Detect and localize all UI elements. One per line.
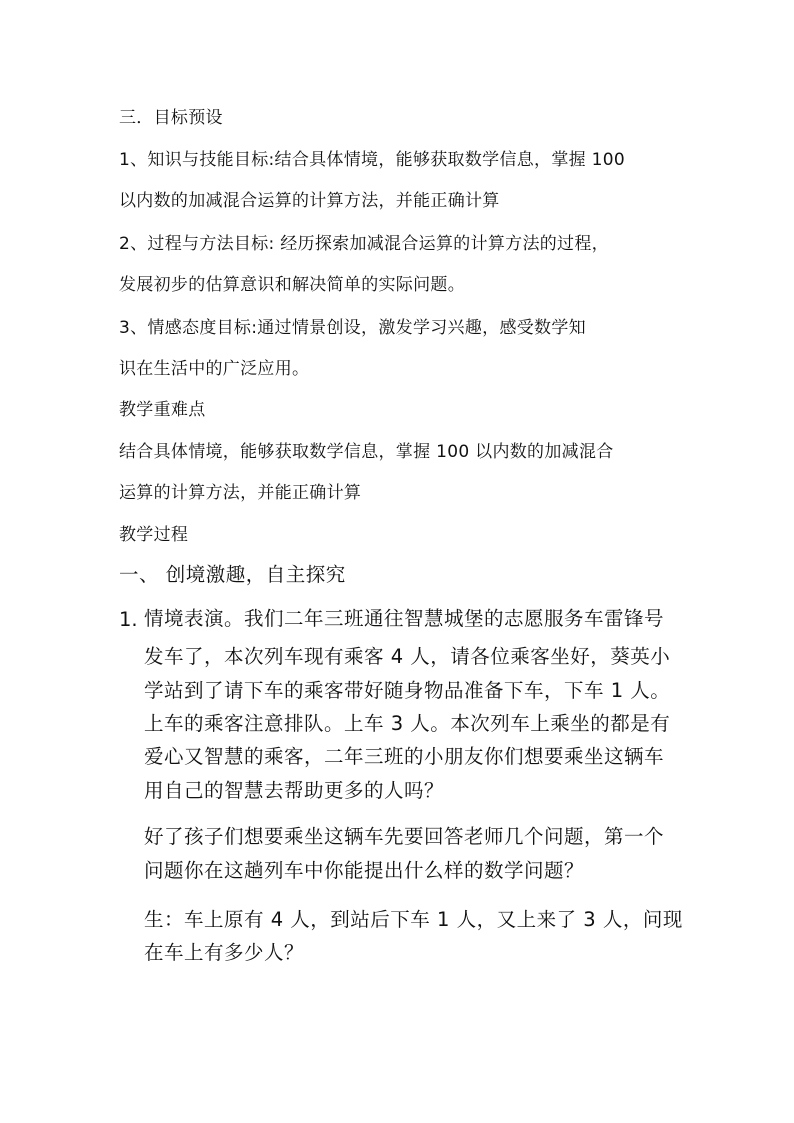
item1-line: 用自己的智慧去帮助更多的人吗？ (144, 779, 445, 802)
goal2-line2: 发展初步的估算意识和解决简单的实际问题。 (119, 275, 465, 295)
heading-goals: 三．目标预设 (119, 108, 223, 128)
goal3-line1: 3、情感态度目标:通过情景创设，激发学习兴趣，感受数学知 (119, 318, 586, 338)
item1-para3-line: 在车上有多少人？ (144, 941, 305, 964)
heading-process: 教学过程 (119, 525, 189, 545)
item1-line: 情境表演。我们二年三班通往智慧城堡的志愿服务车雷锋号 (144, 607, 665, 630)
item1-line: 学站到了请下车的乘客带好随身物品准备下车，下车 1 人。 (144, 679, 671, 702)
item1-line: 发车了，本次列车现有乘客 4 人，请各位乘客坐好，葵英小 (144, 645, 671, 668)
item1-para2-line: 好了孩子们想要乘坐这辆车先要回答老师几个问题，第一个 (144, 825, 665, 848)
goal1-line1: 1、知识与技能目标:结合具体情境，能够获取数学信息，掌握 100 (119, 150, 625, 170)
goal2-line1: 2、过程与方法目标: 经历探索加减混合运算的计算方法的过程， (119, 234, 609, 254)
heading-keypoints: 教学重难点 (119, 400, 206, 420)
keypoints-line1: 结合具体情境，能够获取数学信息，掌握 100 以内数的加减混合 (119, 442, 614, 462)
goal1-line2: 以内数的加减混合运算的计算方法，并能正确计算 (119, 191, 500, 211)
process-part1: 一、 创境激趣，自主探究 (119, 563, 346, 586)
keypoints-line2: 运算的计算方法，并能正确计算 (119, 483, 362, 503)
item1-para3-line: 生：车上原有 4 人，到站后下车 1 人，又上来了 3 人，问现 (144, 908, 683, 931)
item1-number: 1. (119, 608, 138, 631)
item1-para2-line: 问题你在这趟列车中你能提出什么样的数学问题？ (144, 859, 585, 882)
item1-line: 爱心又智慧的乘客，二年三班的小朋友你们想要乘坐这辆车 (144, 745, 665, 768)
goal3-line2: 识在生活中的广泛应用。 (119, 359, 310, 379)
item1-line: 上车的乘客注意排队。上车 3 人。本次列车上乘坐的都是有 (144, 712, 671, 735)
